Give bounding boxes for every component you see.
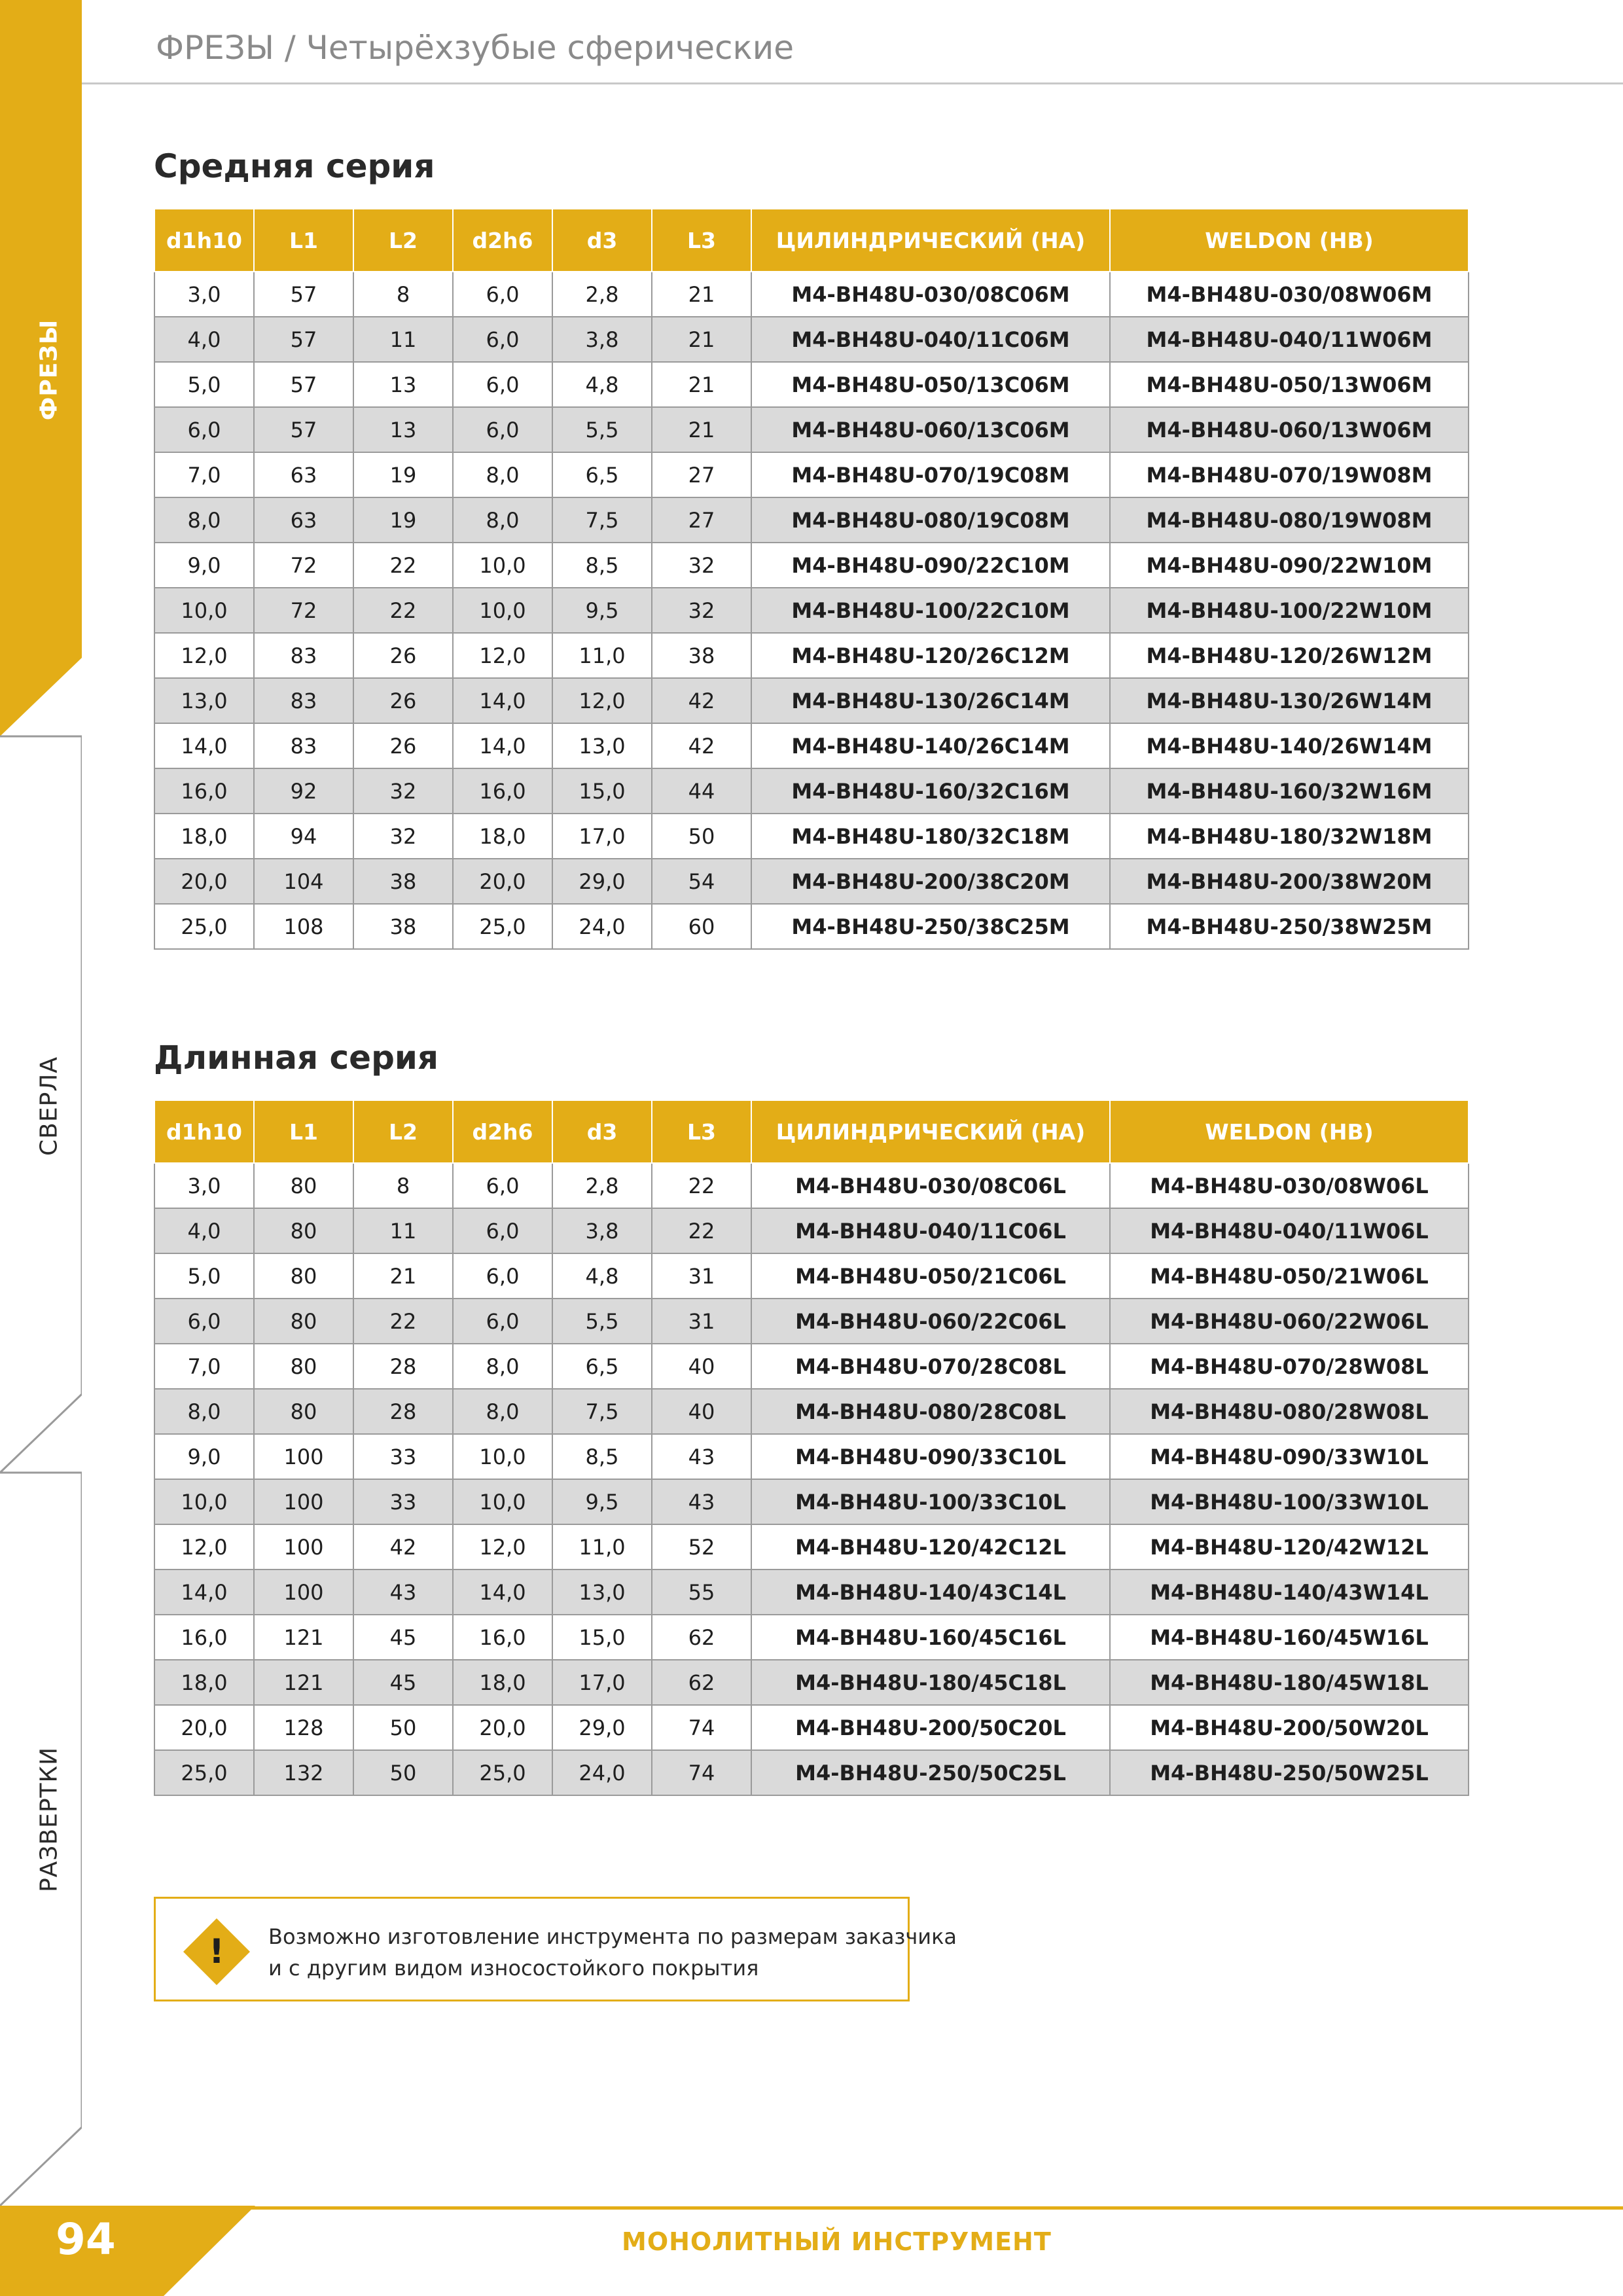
table-cell: 22 — [652, 1208, 751, 1253]
table-cell: 3,8 — [552, 317, 652, 362]
column-header: L2 — [353, 1100, 453, 1163]
table-row — [154, 1615, 1469, 1660]
table-cell: 9,5 — [552, 588, 652, 633]
table-cell: 5,0 — [154, 1253, 254, 1299]
table-cell: 5,5 — [552, 407, 652, 452]
table-row — [154, 497, 1469, 543]
table-cell: 12,0 — [453, 1524, 552, 1570]
product-code-cell: M4-BH48U-030/08W06L — [1110, 1163, 1469, 1208]
column-header: L2 — [353, 209, 453, 272]
table-cell: 6,0 — [453, 1208, 552, 1253]
table-cell: 12,0 — [154, 633, 254, 678]
table-cell: 11,0 — [552, 1524, 652, 1570]
table-cell: 18,0 — [453, 1660, 552, 1705]
table-cell: 104 — [254, 859, 353, 904]
table-cell: 17,0 — [552, 1660, 652, 1705]
product-code-cell: M4-BH48U-200/38C20M — [751, 859, 1110, 904]
table-cell: 31 — [652, 1253, 751, 1299]
product-code-cell: M4-BH48U-060/13W06M — [1110, 407, 1469, 452]
table-cell: 25,0 — [154, 1750, 254, 1795]
table-cell: 43 — [652, 1479, 751, 1524]
table-cell: 21 — [652, 362, 751, 407]
column-header: WELDON (HB) — [1110, 1100, 1469, 1163]
table-cell: 72 — [254, 543, 353, 588]
table-cell: 80 — [254, 1253, 353, 1299]
product-code-cell: M4-BH48U-040/11W06M — [1110, 317, 1469, 362]
table-cell: 13,0 — [552, 1570, 652, 1615]
table-cell: 20,0 — [154, 1705, 254, 1750]
table-cell: 43 — [652, 1434, 751, 1479]
table-cell: 14,0 — [453, 678, 552, 723]
product-code-cell: M4-BH48U-040/11W06L — [1110, 1208, 1469, 1253]
table-cell: 6,0 — [453, 1253, 552, 1299]
column-header: d3 — [552, 209, 652, 272]
table-cell: 57 — [254, 317, 353, 362]
product-code-cell: M4-BH48U-060/13C06M — [751, 407, 1110, 452]
footer-title: МОНОЛИТНЫЙ ИНСТРУМЕНТ — [622, 2227, 1052, 2256]
product-code-cell: M4-BH48U-140/43W14L — [1110, 1570, 1469, 1615]
page-heading: ФРЕЗЫ / Четырёхзубые сферические — [156, 29, 794, 67]
table-cell: 13,0 — [154, 678, 254, 723]
product-code-cell: M4-BH48U-200/50W20L — [1110, 1705, 1469, 1750]
table-cell: 16,0 — [453, 1615, 552, 1660]
table-row — [154, 317, 1469, 362]
table-cell: 26 — [353, 633, 453, 678]
product-code-cell: M4-BH48U-100/33W10L — [1110, 1479, 1469, 1524]
table-cell: 7,5 — [552, 1389, 652, 1434]
table-cell: 18,0 — [453, 814, 552, 859]
table-cell: 18,0 — [154, 814, 254, 859]
product-code-cell: M4-BH48U-090/22C10M — [751, 543, 1110, 588]
table-cell: 19 — [353, 452, 453, 497]
table-cell: 13 — [353, 362, 453, 407]
table-header-row — [154, 1100, 1469, 1163]
table-cell: 42 — [652, 678, 751, 723]
product-code-cell: M4-BH48U-080/19W08M — [1110, 497, 1469, 543]
product-code-cell: M4-BH48U-160/32W16M — [1110, 768, 1469, 814]
table-row — [154, 1389, 1469, 1434]
table-cell: 50 — [353, 1750, 453, 1795]
table-row — [154, 1163, 1469, 1208]
product-code-cell: M4-BH48U-200/38W20M — [1110, 859, 1469, 904]
product-code-cell: M4-BH48U-160/32C16M — [751, 768, 1110, 814]
product-code-cell: M4-BH48U-100/22W10M — [1110, 588, 1469, 633]
table-row — [154, 723, 1469, 768]
table-cell: 42 — [652, 723, 751, 768]
product-code-cell: M4-BH48U-090/33C10L — [751, 1434, 1110, 1479]
table-cell: 6,0 — [154, 407, 254, 452]
table-cell: 8,5 — [552, 1434, 652, 1479]
product-code-cell: M4-BH48U-050/13C06M — [751, 362, 1110, 407]
product-code-cell: M4-BH48U-060/22C06L — [751, 1299, 1110, 1344]
product-code-cell: M4-BH48U-250/50W25L — [1110, 1750, 1469, 1795]
table-cell: 72 — [254, 588, 353, 633]
product-code-cell: M4-BH48U-030/08C06M — [751, 272, 1110, 317]
table-cell: 2,8 — [552, 272, 652, 317]
table-cell: 50 — [353, 1705, 453, 1750]
product-code-cell: M4-BH48U-040/11C06L — [751, 1208, 1110, 1253]
table-cell: 57 — [254, 362, 353, 407]
product-code-cell: M4-BH48U-100/33C10L — [751, 1479, 1110, 1524]
table-row — [154, 1570, 1469, 1615]
table-cell: 10,0 — [453, 543, 552, 588]
table-cell: 9,0 — [154, 543, 254, 588]
product-code-cell: M4-BH48U-140/43C14L — [751, 1570, 1110, 1615]
table-cell: 92 — [254, 768, 353, 814]
table-cell: 5,5 — [552, 1299, 652, 1344]
table-cell: 4,0 — [154, 1208, 254, 1253]
table-row — [154, 1434, 1469, 1479]
table-cell: 27 — [652, 452, 751, 497]
table-row — [154, 1750, 1469, 1795]
table-row — [154, 904, 1469, 949]
table-row — [154, 407, 1469, 452]
table-cell: 13 — [353, 407, 453, 452]
table-cell: 80 — [254, 1163, 353, 1208]
table-cell: 24,0 — [552, 904, 652, 949]
table-cell: 63 — [254, 452, 353, 497]
table-cell: 62 — [652, 1660, 751, 1705]
table-cell: 43 — [353, 1570, 453, 1615]
column-header: WELDON (HB) — [1110, 209, 1469, 272]
table-cell: 10,0 — [453, 1479, 552, 1524]
table-row — [154, 452, 1469, 497]
table-cell: 8,0 — [453, 452, 552, 497]
table-row — [154, 1208, 1469, 1253]
table-cell: 108 — [254, 904, 353, 949]
svg-text:!: ! — [209, 1932, 224, 1971]
product-code-cell: M4-BH48U-080/28C08L — [751, 1389, 1110, 1434]
table-row — [154, 1660, 1469, 1705]
table-cell: 25,0 — [453, 1750, 552, 1795]
table-cell: 74 — [652, 1750, 751, 1795]
product-code-cell: M4-BH48U-050/21W06L — [1110, 1253, 1469, 1299]
table-cell: 27 — [652, 497, 751, 543]
footer-corner — [0, 2206, 262, 2296]
table-cell: 14,0 — [154, 723, 254, 768]
table-cell: 16,0 — [154, 1615, 254, 1660]
table-cell: 2,8 — [552, 1163, 652, 1208]
table-cell: 74 — [652, 1705, 751, 1750]
table-cell: 6,5 — [552, 452, 652, 497]
table-cell: 45 — [353, 1660, 453, 1705]
table-cell: 10,0 — [453, 1434, 552, 1479]
table-cell: 38 — [652, 633, 751, 678]
table-cell: 6,5 — [552, 1344, 652, 1389]
table-row — [154, 633, 1469, 678]
table-row — [154, 272, 1469, 317]
table-row — [154, 1479, 1469, 1524]
table-cell: 19 — [353, 497, 453, 543]
table-cell: 3,0 — [154, 1163, 254, 1208]
notice-line-2: и с другим видом износостойкого покрытия — [268, 1956, 759, 1981]
table-row — [154, 814, 1469, 859]
notice-box — [154, 1897, 957, 2001]
table-cell: 25,0 — [453, 904, 552, 949]
column-header: ЦИЛИНДРИЧЕСКИЙ (HA) — [751, 1100, 1110, 1163]
table-cell: 32 — [652, 543, 751, 588]
column-header: d1h10 — [154, 1100, 254, 1163]
table-cell: 80 — [254, 1389, 353, 1434]
column-header: L3 — [652, 1100, 751, 1163]
table-cell: 6,0 — [154, 1299, 254, 1344]
table-cell: 33 — [353, 1479, 453, 1524]
table-cell: 8,0 — [154, 497, 254, 543]
table-cell: 4,8 — [552, 362, 652, 407]
table-cell: 100 — [254, 1570, 353, 1615]
table-cell: 8,0 — [154, 1389, 254, 1434]
product-code-cell: M4-BH48U-120/26W12M — [1110, 633, 1469, 678]
table-cell: 20,0 — [453, 1705, 552, 1750]
table-cell: 100 — [254, 1524, 353, 1570]
table-cell: 20,0 — [453, 859, 552, 904]
header-divider — [82, 82, 1623, 84]
table-row — [154, 859, 1469, 904]
table-cell: 9,5 — [552, 1479, 652, 1524]
table-cell: 22 — [353, 588, 453, 633]
table-cell: 6,0 — [453, 407, 552, 452]
table-cell: 12,0 — [453, 633, 552, 678]
table-cell: 100 — [254, 1479, 353, 1524]
table-cell: 38 — [353, 859, 453, 904]
column-header: L1 — [254, 209, 353, 272]
table-row — [154, 1299, 1469, 1344]
table-cell: 4,0 — [154, 317, 254, 362]
product-code-cell: M4-BH48U-040/11C06M — [751, 317, 1110, 362]
table-cell: 18,0 — [154, 1660, 254, 1705]
table-cell: 12,0 — [154, 1524, 254, 1570]
table-cell: 14,0 — [453, 1570, 552, 1615]
table-row — [154, 543, 1469, 588]
table-cell: 8 — [353, 1163, 453, 1208]
table-cell: 29,0 — [552, 1705, 652, 1750]
table-cell: 8,0 — [453, 497, 552, 543]
table-cell: 10,0 — [154, 588, 254, 633]
table-cell: 40 — [652, 1389, 751, 1434]
table-cell: 57 — [254, 272, 353, 317]
table-cell: 17,0 — [552, 814, 652, 859]
table-cell: 8,0 — [453, 1344, 552, 1389]
table-cell: 15,0 — [552, 1615, 652, 1660]
table-cell: 28 — [353, 1344, 453, 1389]
table-cell: 6,0 — [453, 317, 552, 362]
product-code-cell: M4-BH48U-180/45C18L — [751, 1660, 1110, 1705]
table-row — [154, 678, 1469, 723]
warning-icon — [182, 1917, 251, 1986]
table-cell: 32 — [652, 588, 751, 633]
table-cell: 14,0 — [154, 1570, 254, 1615]
table-cell: 14,0 — [453, 723, 552, 768]
table-cell: 8 — [353, 272, 453, 317]
table-cell: 94 — [254, 814, 353, 859]
table-cell: 80 — [254, 1208, 353, 1253]
product-code-cell: M4-BH48U-140/26W14M — [1110, 723, 1469, 768]
table-cell: 7,0 — [154, 1344, 254, 1389]
table-cell: 13,0 — [552, 723, 652, 768]
product-code-cell: M4-BH48U-180/32W18M — [1110, 814, 1469, 859]
table-cell: 9,0 — [154, 1434, 254, 1479]
table-row — [154, 1705, 1469, 1750]
table-cell: 100 — [254, 1434, 353, 1479]
table-cell: 8,0 — [453, 1389, 552, 1434]
table-cell: 45 — [353, 1615, 453, 1660]
table-cell: 121 — [254, 1660, 353, 1705]
product-code-cell: M4-BH48U-250/50C25L — [751, 1750, 1110, 1795]
table-cell: 52 — [652, 1524, 751, 1570]
spec-table-medium — [154, 208, 1469, 950]
table-cell: 32 — [353, 814, 453, 859]
product-code-cell: M4-BH48U-030/08W06M — [1110, 272, 1469, 317]
table-cell: 128 — [254, 1705, 353, 1750]
product-code-cell: M4-BH48U-120/42C12L — [751, 1524, 1110, 1570]
table-cell: 6,0 — [453, 1163, 552, 1208]
table-cell: 62 — [652, 1615, 751, 1660]
table-cell: 28 — [353, 1389, 453, 1434]
table-row — [154, 1253, 1469, 1299]
product-code-cell: M4-BH48U-130/26C14M — [751, 678, 1110, 723]
table-cell: 11,0 — [552, 633, 652, 678]
table-cell: 32 — [353, 768, 453, 814]
table-cell: 7,5 — [552, 497, 652, 543]
table-cell: 26 — [353, 723, 453, 768]
side-tabs — [0, 0, 82, 2296]
product-code-cell: M4-BH48U-030/08C06L — [751, 1163, 1110, 1208]
table-cell: 60 — [652, 904, 751, 949]
table-row — [154, 362, 1469, 407]
product-code-cell: M4-BH48U-120/26C12M — [751, 633, 1110, 678]
product-code-cell: M4-BH48U-060/22W06L — [1110, 1299, 1469, 1344]
table-cell: 63 — [254, 497, 353, 543]
table-cell: 80 — [254, 1344, 353, 1389]
table-cell: 21 — [652, 407, 751, 452]
table-cell: 5,0 — [154, 362, 254, 407]
table-cell: 3,8 — [552, 1208, 652, 1253]
table-cell: 44 — [652, 768, 751, 814]
table-cell: 10,0 — [154, 1479, 254, 1524]
table-cell: 6,0 — [453, 1299, 552, 1344]
table-row — [154, 768, 1469, 814]
product-code-cell: M4-BH48U-250/38C25M — [751, 904, 1110, 949]
tab-mills[interactable]: ФРЕЗЫ — [35, 319, 63, 421]
page-number: 94 — [56, 2214, 116, 2265]
table-header-row — [154, 209, 1469, 272]
table-cell: 6,0 — [453, 272, 552, 317]
table-cell: 33 — [353, 1434, 453, 1479]
table-cell: 83 — [254, 723, 353, 768]
section-title-medium: Средняя серия — [154, 147, 435, 185]
table-cell: 25,0 — [154, 904, 254, 949]
table-cell: 83 — [254, 678, 353, 723]
table-cell: 38 — [353, 904, 453, 949]
table-cell: 31 — [652, 1299, 751, 1344]
table-cell: 12,0 — [552, 678, 652, 723]
tab-reamers[interactable]: РАЗВЕРТКИ — [35, 1746, 63, 1893]
table-cell: 26 — [353, 678, 453, 723]
table-cell: 83 — [254, 633, 353, 678]
table-cell: 6,0 — [453, 362, 552, 407]
table-cell: 7,0 — [154, 452, 254, 497]
table-cell: 55 — [652, 1570, 751, 1615]
table-cell: 21 — [652, 317, 751, 362]
table-cell: 40 — [652, 1344, 751, 1389]
product-code-cell: M4-BH48U-140/26C14M — [751, 723, 1110, 768]
table-cell: 22 — [353, 543, 453, 588]
column-header: d1h10 — [154, 209, 254, 272]
table-cell: 42 — [353, 1524, 453, 1570]
table-cell: 20,0 — [154, 859, 254, 904]
column-header: L3 — [652, 209, 751, 272]
product-code-cell: M4-BH48U-050/21C06L — [751, 1253, 1110, 1299]
table-cell: 11 — [353, 317, 453, 362]
table-cell: 21 — [353, 1253, 453, 1299]
product-code-cell: M4-BH48U-100/22C10M — [751, 588, 1110, 633]
table-cell: 132 — [254, 1750, 353, 1795]
column-header: d2h6 — [453, 209, 552, 272]
column-header: ЦИЛИНДРИЧЕСКИЙ (HA) — [751, 209, 1110, 272]
product-code-cell: M4-BH48U-080/28W08L — [1110, 1389, 1469, 1434]
product-code-cell: M4-BH48U-180/45W18L — [1110, 1660, 1469, 1705]
table-cell: 57 — [254, 407, 353, 452]
table-cell: 24,0 — [552, 1750, 652, 1795]
table-cell: 22 — [353, 1299, 453, 1344]
table-cell: 10,0 — [453, 588, 552, 633]
product-code-cell: M4-BH48U-050/13W06M — [1110, 362, 1469, 407]
product-code-cell: M4-BH48U-180/32C18M — [751, 814, 1110, 859]
product-code-cell: M4-BH48U-070/28C08L — [751, 1344, 1110, 1389]
table-row — [154, 1524, 1469, 1570]
product-code-cell: M4-BH48U-250/38W25M — [1110, 904, 1469, 949]
product-code-cell: M4-BH48U-070/28W08L — [1110, 1344, 1469, 1389]
table-row — [154, 588, 1469, 633]
product-code-cell: M4-BH48U-160/45W16L — [1110, 1615, 1469, 1660]
footer-line — [249, 2206, 1623, 2210]
product-code-cell: M4-BH48U-160/45C16L — [751, 1615, 1110, 1660]
tab-drills[interactable]: СВЕРЛА — [35, 1056, 63, 1156]
table-cell: 80 — [254, 1299, 353, 1344]
product-code-cell: M4-BH48U-130/26W14M — [1110, 678, 1469, 723]
notice-text — [268, 1921, 957, 1984]
table-cell: 54 — [652, 859, 751, 904]
table-row — [154, 1344, 1469, 1389]
column-header: d3 — [552, 1100, 652, 1163]
table-cell: 3,0 — [154, 272, 254, 317]
table-cell: 11 — [353, 1208, 453, 1253]
product-code-cell: M4-BH48U-090/33W10L — [1110, 1434, 1469, 1479]
table-cell: 8,5 — [552, 543, 652, 588]
table-cell: 121 — [254, 1615, 353, 1660]
table-cell: 21 — [652, 272, 751, 317]
product-code-cell: M4-BH48U-120/42W12L — [1110, 1524, 1469, 1570]
product-code-cell: M4-BH48U-070/19C08M — [751, 452, 1110, 497]
section-title-long: Длинная серия — [154, 1039, 439, 1077]
column-header: d2h6 — [453, 1100, 552, 1163]
table-cell: 22 — [652, 1163, 751, 1208]
spec-table-long — [154, 1100, 1469, 1796]
product-code-cell: M4-BH48U-200/50C20L — [751, 1705, 1110, 1750]
table-cell: 15,0 — [552, 768, 652, 814]
table-cell: 16,0 — [453, 768, 552, 814]
product-code-cell: M4-BH48U-080/19C08M — [751, 497, 1110, 543]
product-code-cell: M4-BH48U-070/19W08M — [1110, 452, 1469, 497]
table-cell: 50 — [652, 814, 751, 859]
table-cell: 4,8 — [552, 1253, 652, 1299]
table-cell: 16,0 — [154, 768, 254, 814]
table-cell: 29,0 — [552, 859, 652, 904]
product-code-cell: M4-BH48U-090/22W10M — [1110, 543, 1469, 588]
notice-line-1: Возможно изготовление инструмента по размерам заказчика — [268, 1924, 957, 1949]
column-header: L1 — [254, 1100, 353, 1163]
